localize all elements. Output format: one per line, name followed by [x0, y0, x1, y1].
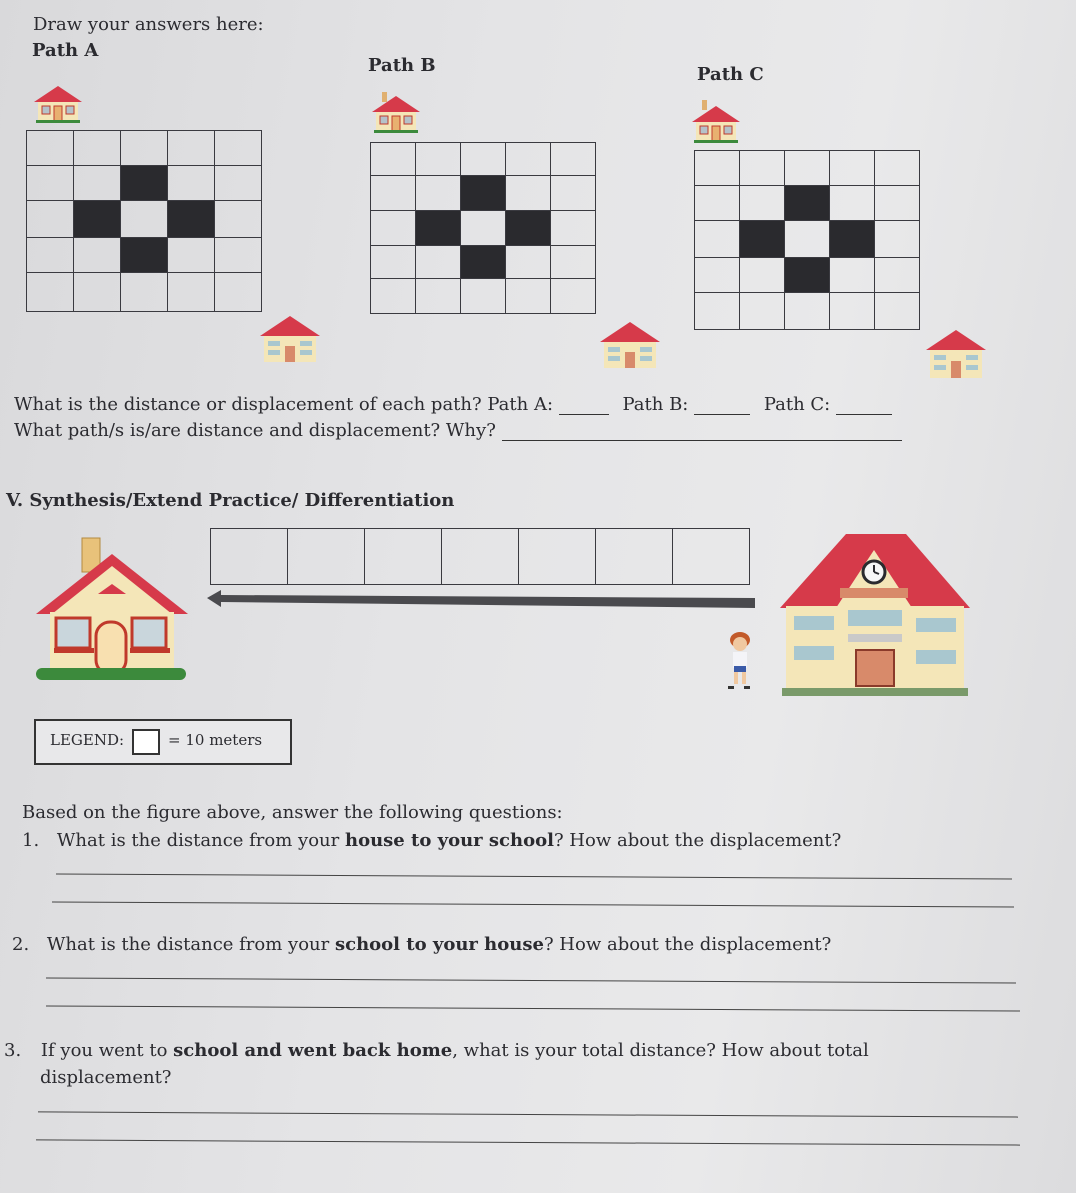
question-1-bold: house to your school — [344, 830, 554, 851]
path-c-label: Path C — [697, 64, 764, 85]
school-icon — [598, 320, 662, 370]
instruction-text: Draw your answers here: — [33, 14, 264, 35]
legend-label: LEGEND: — [50, 731, 125, 749]
question-2-end: ? How about the displacement? — [543, 934, 832, 955]
path-a-label: Path A — [32, 40, 99, 61]
legend-value: = 10 meters — [168, 731, 263, 749]
question-1 — [22, 830, 841, 851]
house-icon — [32, 536, 192, 684]
question-2 — [12, 934, 831, 955]
legend — [34, 719, 292, 765]
path-b-label: Path B — [368, 55, 436, 76]
q-which-path — [14, 420, 902, 441]
answer-blank-c[interactable] — [836, 414, 892, 415]
question-3-line2: displacement? — [40, 1067, 172, 1088]
school-icon — [258, 314, 322, 364]
section-v-title: V. Synthesis/Extend Practice/ Differentiation — [6, 490, 455, 511]
answer-blank-b[interactable] — [694, 414, 750, 415]
question-2-number: 2. — [12, 934, 30, 955]
house-icon — [30, 84, 86, 124]
answer-line[interactable] — [46, 1005, 1020, 1011]
q-distance-each-path — [14, 394, 892, 415]
question-3-bold: school and went back home — [173, 1040, 453, 1061]
school-icon — [924, 328, 988, 380]
question-3-text: If you went to — [40, 1040, 168, 1061]
q-path-b-text: Path B: — [622, 394, 689, 415]
question-2-bold: school to your house — [334, 934, 544, 955]
answer-blank-why[interactable] — [502, 440, 902, 441]
question-3-end: , what is your total distance? How about total — [452, 1040, 869, 1061]
path-c-grid — [694, 150, 920, 330]
answer-line[interactable] — [56, 873, 1012, 879]
answer-blank-a[interactable] — [559, 414, 609, 415]
school-icon — [776, 528, 974, 700]
answer-line[interactable] — [36, 1139, 1020, 1145]
question-1-text: What is the distance from your — [56, 830, 340, 851]
path-a-grid — [26, 130, 262, 312]
q-path-a-text: What is the distance or displacement of each path? Path A: — [14, 394, 554, 415]
answer-line[interactable] — [38, 1111, 1018, 1117]
house-icon — [368, 90, 424, 136]
legend-square-icon — [132, 729, 160, 755]
question-3 — [4, 1040, 869, 1061]
student-icon — [720, 630, 760, 694]
question-3-number: 3. — [4, 1040, 22, 1061]
distance-strip — [210, 528, 750, 585]
question-1-number: 1. — [22, 830, 40, 851]
answers-intro: Based on the figure above, answer the following questions: — [22, 802, 563, 823]
arrow-left — [205, 588, 757, 612]
q-which-path-text: What path/s is/are distance and displacement? Why? — [14, 420, 496, 441]
q-path-c-text: Path C: — [763, 394, 831, 415]
answer-line[interactable] — [46, 977, 1016, 983]
answer-line[interactable] — [52, 901, 1014, 907]
question-2-text: What is the distance from your — [46, 934, 330, 955]
path-b-grid — [370, 142, 596, 314]
house-icon — [688, 98, 744, 146]
question-1-end: ? How about the displacement? — [553, 830, 842, 851]
